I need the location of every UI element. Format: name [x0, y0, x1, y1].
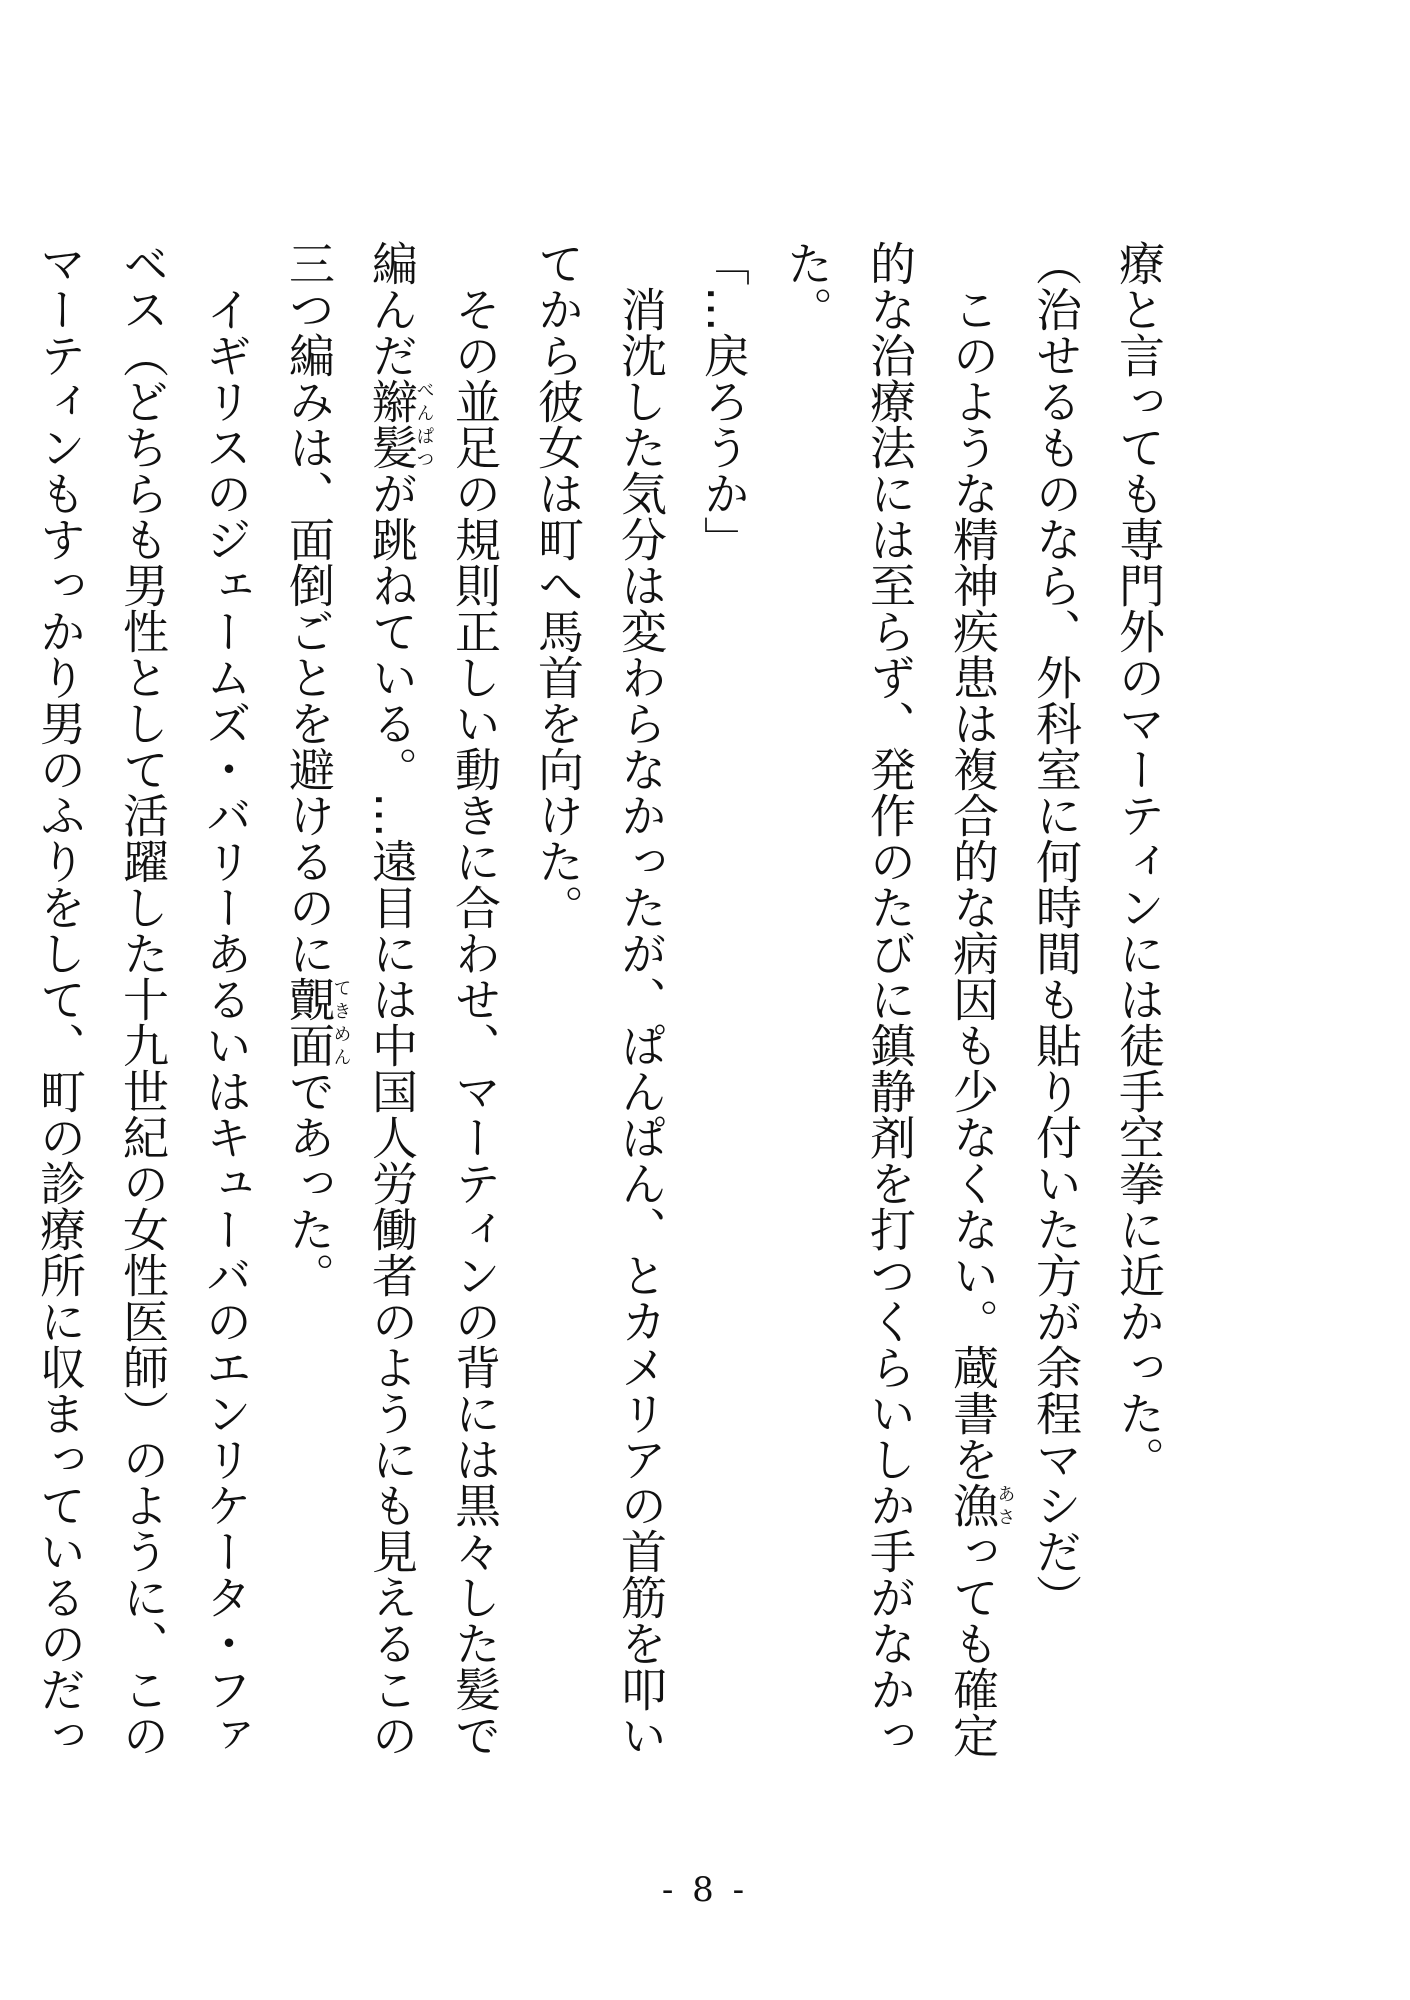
text-line-10: [350, 240, 435, 1758]
ruby-reading: べんぱつ: [413, 378, 435, 470]
text-line-11: [267, 240, 350, 1620]
text-line-5: た。: [780, 240, 834, 332]
text-line-8: てから彼女は町へ馬首を向けた。: [531, 240, 585, 930]
text-line-12: イギリスのジェームズ・バリーあるいはキューバのエンリケータ・ファ: [199, 240, 253, 1758]
text-segment: であった。: [282, 1068, 336, 1298]
text-line-14: マーティンもすっかり男のふりをして、町の診療所に収まっているのだっ: [33, 240, 87, 1758]
text-line-13: ベス（どちらも男性として活躍した十九世紀の女性医師）のように、この: [116, 240, 170, 1758]
text-line-1: 療と言っても専門外のマーティンには徒手空拳に近かった。: [1112, 240, 1166, 1482]
ruby-base: 覿面: [282, 976, 336, 1068]
ruby-reading: あさ: [994, 1482, 1016, 1528]
text-line-9: その並足の規則正しい動きに合わせ、マーティンの背には黒々した髪で: [448, 240, 502, 1758]
ruby-tekimen: [282, 976, 352, 1068]
ruby-reading: てきめん: [330, 976, 352, 1068]
text-line-7: 消沈した気分は変わらなかったが、ぱんぱん、とカメリアの首筋を叩い: [614, 240, 668, 1758]
text-segment: このような精神疾患は複合的な病因も少なくない。蔵書を: [946, 240, 1000, 1482]
page-number: - 8 -: [661, 1870, 749, 1910]
ruby-base: 漁: [946, 1482, 1000, 1528]
ruby-asa: [946, 1482, 1016, 1528]
text-line-2: （治せるものなら、外科室に何時間も貼り付いた方が余程マシだ）: [1029, 240, 1083, 1620]
text-segment: 三つ編みは、面倒ごとを避けるのに: [282, 240, 336, 976]
text-line-4: 的な治療法には至らず、発作のたびに鎮静剤を打つくらいしか手がなかっ: [863, 240, 917, 1758]
ruby-benpatsu: [365, 378, 435, 470]
text-segment: が跳ねている。…遠目には中国人労働者のようにも見えるこの: [365, 470, 419, 1758]
text-segment: っても確定: [946, 1528, 1000, 1758]
ruby-base: 辮髪: [365, 378, 419, 470]
vertical-text-body: [18, 240, 1180, 1758]
text-line-6: 「…戻ろうか」: [697, 240, 751, 562]
text-segment: 編んだ: [365, 240, 419, 378]
text-line-3: [931, 240, 1016, 1758]
